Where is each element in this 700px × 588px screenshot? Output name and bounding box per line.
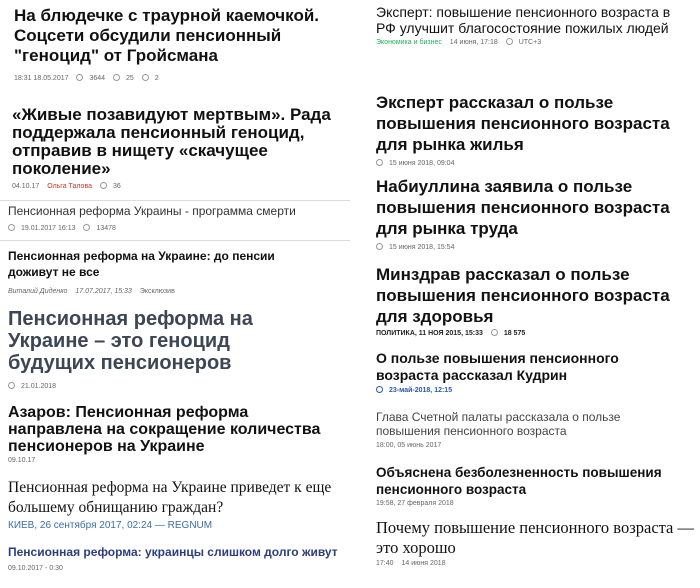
headline-card[interactable] <box>376 518 696 567</box>
author[interactable]: Ольга Талова <box>47 183 92 190</box>
date: 23-май-2018, 12:15 <box>389 387 453 394</box>
headline-card[interactable] <box>8 545 348 572</box>
author[interactable]: Виталий Диденко <box>8 288 68 295</box>
headline[interactable]: «Живые позавидуют мертвым». Рада поддержала пенсионный геноцид, отправив в нищету «скачущее поколение» <box>12 105 331 178</box>
date: 14 июня 2018 <box>401 560 446 567</box>
category-date: ПОЛИТИКА, 11 НОЯ 2015, 15:33 <box>376 330 483 337</box>
headline[interactable]: О пользе повышения пенсионного возраста рассказал Кудрин <box>376 350 619 383</box>
meta-line <box>376 159 676 167</box>
headline-card[interactable] <box>12 106 332 190</box>
date: 09.10.2017 - 0:30 <box>8 565 63 572</box>
divider <box>0 200 350 201</box>
date: 14 июня, 17:18 <box>449 39 498 46</box>
likes-count: 25 <box>125 75 134 82</box>
meta-line <box>376 386 676 394</box>
timezone: UTC+3 <box>518 39 542 46</box>
headline-card[interactable] <box>14 6 350 82</box>
headline-card[interactable] <box>376 464 676 507</box>
meta-line <box>8 288 328 295</box>
meta-line <box>376 500 676 507</box>
headline-card[interactable] <box>8 248 328 295</box>
views-count: 18 575 <box>503 330 526 337</box>
headline-card[interactable] <box>8 204 350 232</box>
category[interactable]: Эксклюзив <box>139 288 175 295</box>
headline[interactable]: Эксперт: повышение пенсионного возраста в РФ улучшит благосостояние пожилых людей <box>376 4 671 36</box>
headline[interactable]: Азаров: Пенсионная реформа направлена на сокращение количества пенсионеров на Украине <box>8 404 321 455</box>
meta-line <box>8 457 338 464</box>
headline[interactable]: Пенсионная реформа: украинцы слишком долго живут <box>8 545 338 559</box>
date: 18:00, 05 июнь 2017 <box>376 442 442 449</box>
comments-count: 2 <box>154 75 159 82</box>
divider <box>0 240 350 241</box>
clock-icon <box>376 386 383 393</box>
date: 15 июня 2018, 09:04 <box>389 160 455 167</box>
headline-card[interactable] <box>376 176 676 251</box>
headline[interactable]: Пенсионная реформа на Украине приведет к еще большему обнищанию граждан? <box>8 479 332 516</box>
meta-line <box>376 329 676 337</box>
date: 17.07.2017, 15:33 <box>75 288 132 295</box>
dateline: КИЕВ, 26 сентября 2017, 02:24 — REGNUM <box>8 520 213 531</box>
meta-line <box>8 382 308 390</box>
meta-line <box>376 560 696 567</box>
comments-icon <box>100 182 107 189</box>
headline-card[interactable] <box>376 350 676 394</box>
headline[interactable]: Пенсионная реформа Украины - программа смерти <box>8 204 296 218</box>
meta-line <box>8 565 348 572</box>
headline[interactable]: Объяснена безболезненность повышения пенсионного возраста <box>376 465 662 497</box>
like-icon <box>113 74 120 81</box>
headline[interactable]: На блюдечке с траурной каемочкой. Соцсети обсудили пенсионный "геноцид" от Гройсмана <box>14 6 320 65</box>
meta-line <box>12 182 332 190</box>
meta-line <box>376 243 676 251</box>
headline-card[interactable] <box>8 404 338 464</box>
clock-icon <box>8 382 15 389</box>
clock-icon <box>8 224 15 231</box>
clock-icon <box>376 243 383 250</box>
comments-count: 36 <box>112 183 121 190</box>
headline-card[interactable] <box>8 308 308 390</box>
comments-icon <box>142 74 149 81</box>
headline[interactable]: Пенсионная реформа на Украине: до пенсии доживут не все <box>8 249 275 279</box>
right-column <box>352 0 700 588</box>
headline-card[interactable] <box>376 264 676 337</box>
meta-line <box>376 442 676 449</box>
views-count: 13478 <box>96 225 116 232</box>
date: 19.01.2017 16:13 <box>21 225 76 232</box>
date: 19:58, 27 февраля 2018 <box>376 500 454 507</box>
clock-icon <box>506 38 513 45</box>
headline[interactable]: Минздрав рассказал о пользе повышения пенсионного возраста для здоровья <box>376 265 670 326</box>
date: 09.10.17 <box>8 457 36 464</box>
views-icon <box>83 224 90 231</box>
headline-card[interactable] <box>376 4 676 46</box>
headline[interactable]: Глава Счетной палаты рассказала о пользе повышения пенсионного возраста <box>376 410 621 438</box>
meta-line <box>8 520 348 531</box>
views-icon <box>491 329 498 336</box>
headline-card[interactable] <box>376 92 676 167</box>
date: 04.10.17 <box>12 183 40 190</box>
meta-line <box>8 224 350 232</box>
clock-icon <box>376 159 383 166</box>
date: 21.01.2018 <box>21 383 57 390</box>
headline[interactable]: Почему повышение пенсионного возраста — это хорошо <box>376 518 695 557</box>
meta-line <box>376 38 676 46</box>
views-count: 3644 <box>89 75 106 82</box>
time: 17:40 <box>376 560 394 567</box>
headline[interactable]: Набиуллина заявила о пользе повышения пенсионного возраста для рынка труда <box>376 177 670 238</box>
date: 18:31 18.05.2017 <box>14 75 69 82</box>
headline-card[interactable] <box>376 410 676 449</box>
meta-line <box>14 74 350 82</box>
headline[interactable]: Эксперт рассказал о пользе повышения пенсионного возраста для рынка жилья <box>376 93 670 154</box>
category[interactable]: Экономика и бизнес <box>376 39 442 46</box>
date: 15 июня 2018, 15:54 <box>389 244 455 251</box>
headline-card[interactable] <box>8 478 348 531</box>
headline[interactable]: Пенсионная реформа на Украине – это геноцид будущих пенсионеров <box>8 308 253 374</box>
views-icon <box>76 74 83 81</box>
